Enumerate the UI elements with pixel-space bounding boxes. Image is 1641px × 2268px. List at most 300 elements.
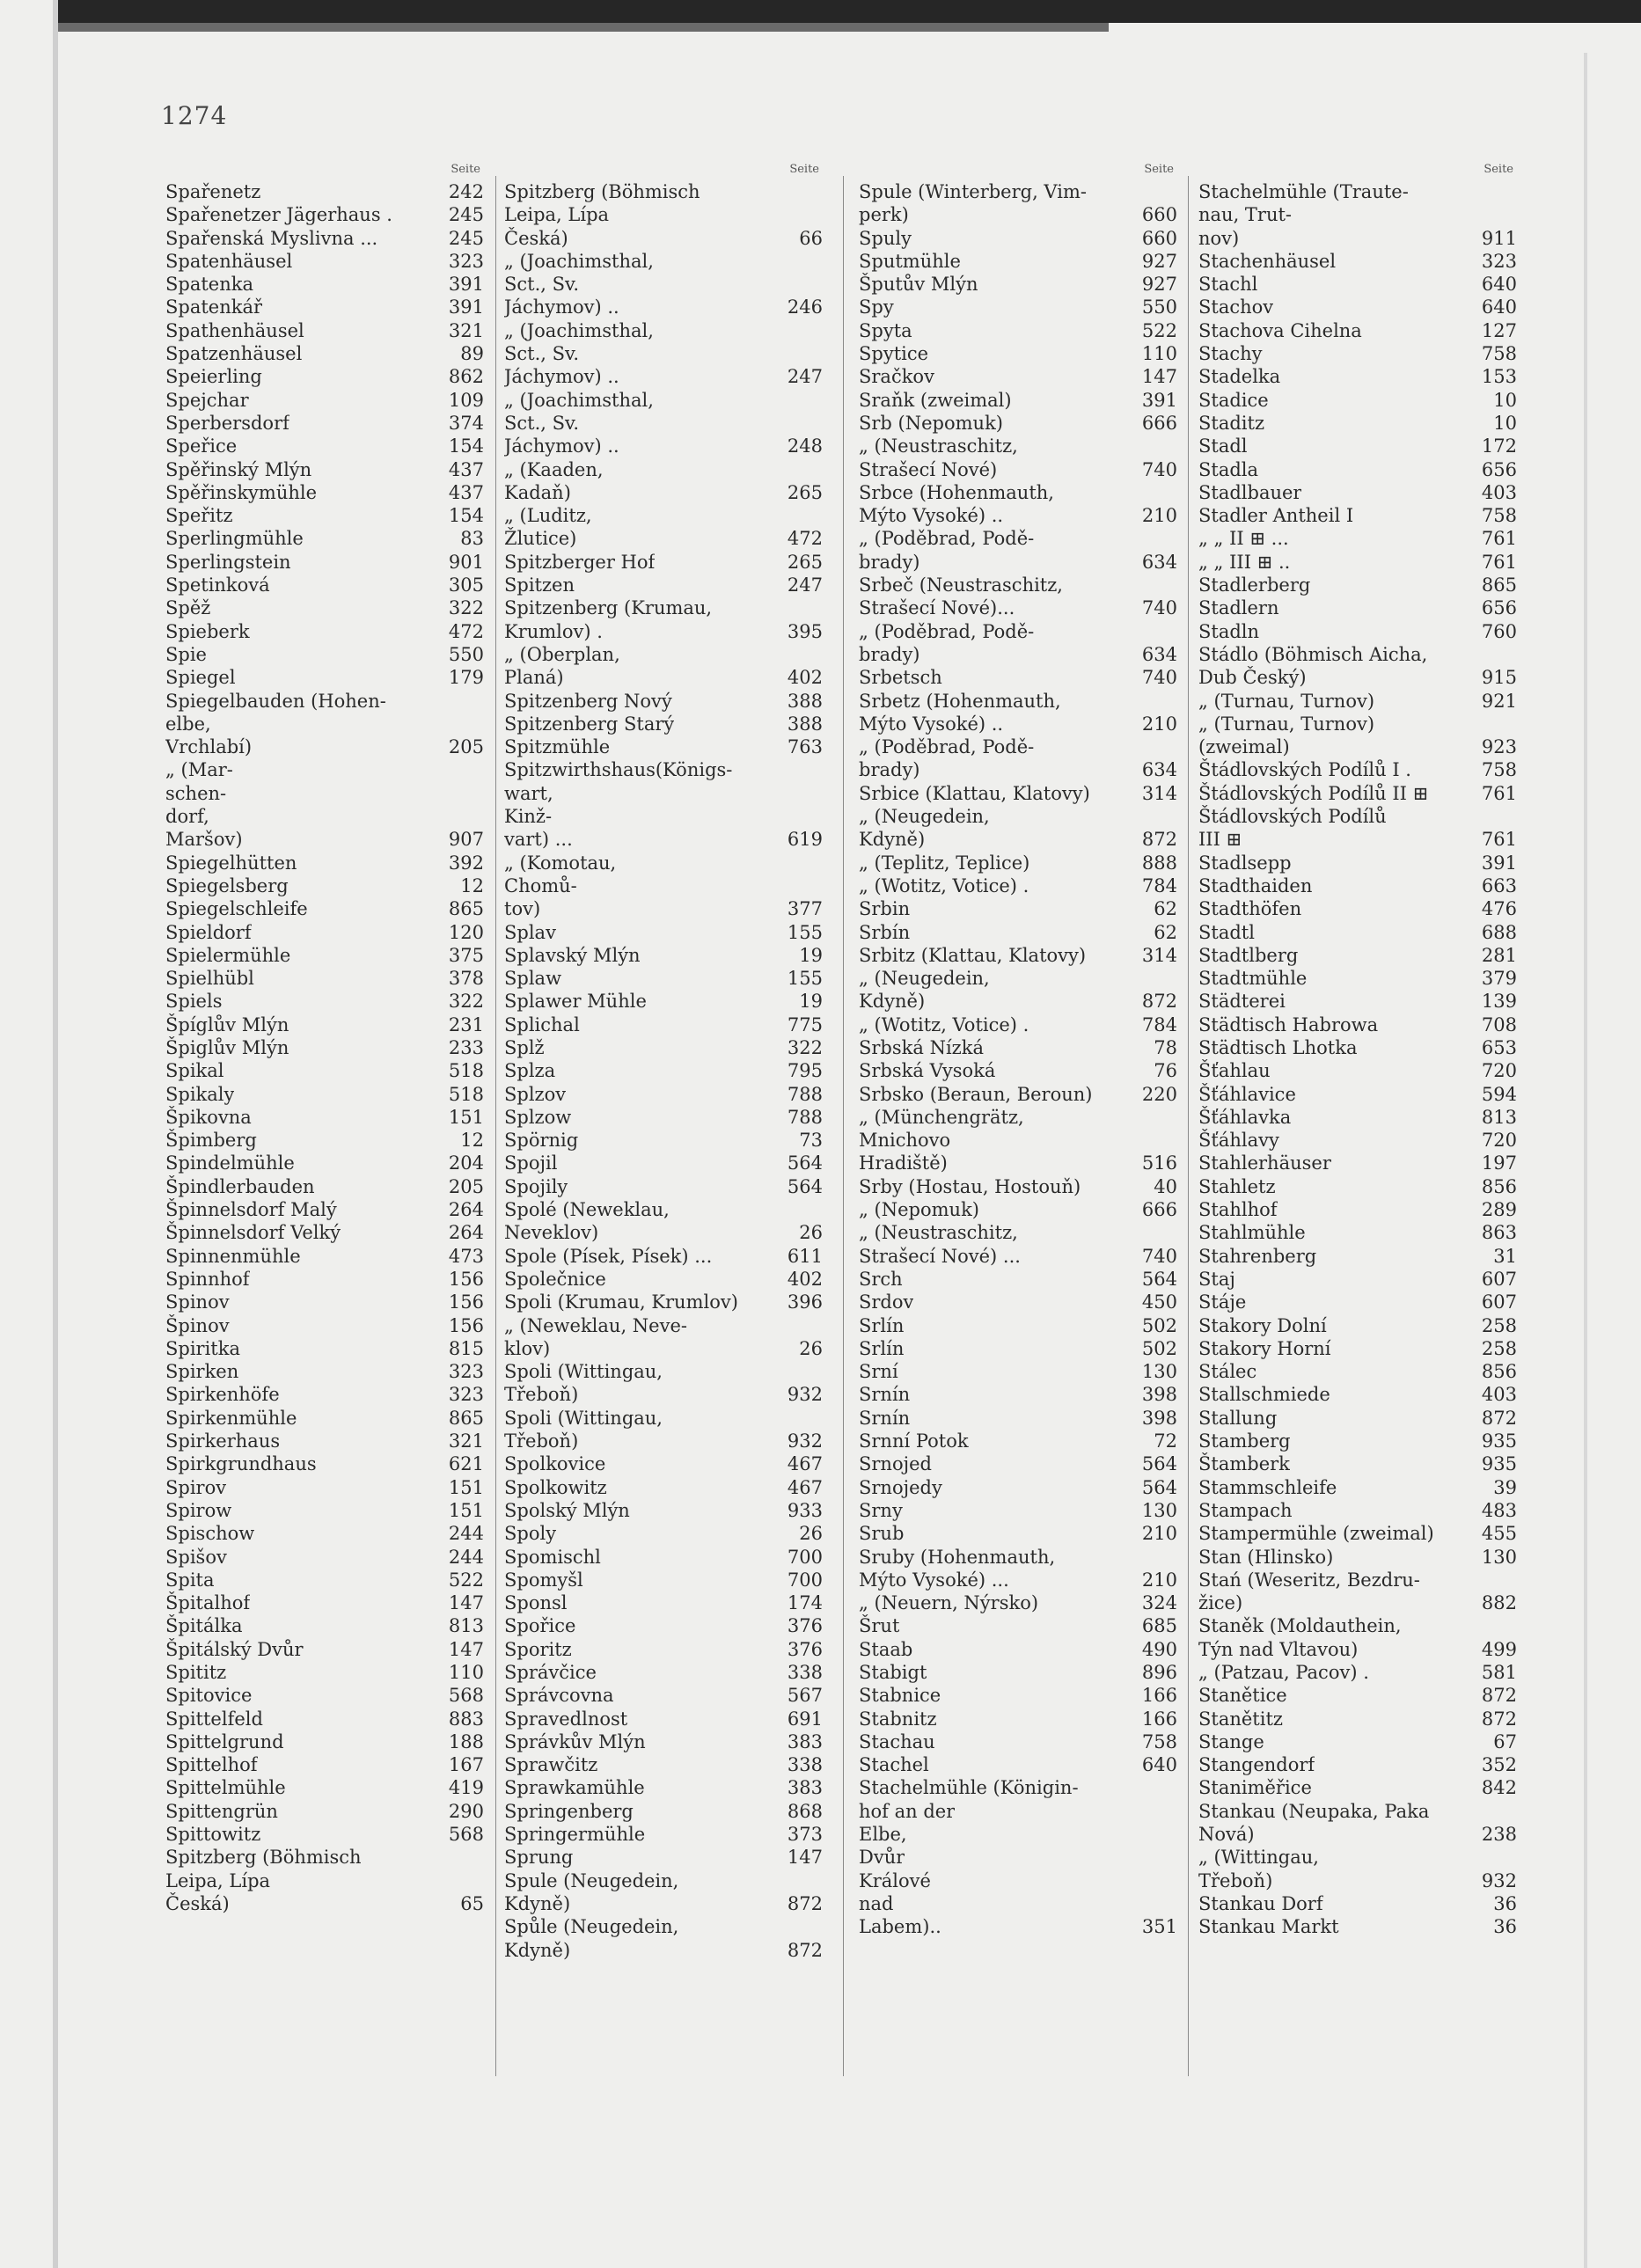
index-entry — [1198, 1452, 1517, 1475]
entry-name: Spirkerhaus — [165, 1430, 281, 1452]
entry-name: Štádlovských Podílů I . — [1198, 759, 1411, 781]
index-column-2 — [504, 163, 823, 1962]
entry-page: 581 — [1481, 1662, 1517, 1683]
entry-name: Spitzberger Hof — [504, 551, 656, 573]
index-entry — [1198, 1846, 1517, 1869]
entry-page: 472 — [787, 528, 823, 550]
index-entry — [504, 805, 823, 828]
entry-page: 568 — [448, 1824, 484, 1846]
entry-name: Stadlerberg — [1198, 574, 1311, 596]
index-entry — [504, 1730, 823, 1753]
entry-name: Spitzwirthshaus(Königs- — [504, 759, 733, 781]
entry-name: Spittelfeld — [165, 1708, 263, 1730]
index-entry — [1198, 412, 1517, 435]
index-entry — [504, 1360, 823, 1383]
entry-name: Srlín — [859, 1337, 905, 1359]
entry-name: Springermühle — [504, 1824, 646, 1846]
entry-page: 720 — [1481, 1060, 1517, 1082]
index-entry — [859, 1753, 1177, 1776]
entry-page: 281 — [1481, 944, 1517, 966]
entry-name: Speřitz — [165, 505, 233, 527]
entry-page: 611 — [787, 1245, 823, 1267]
entry-page: 402 — [787, 1268, 823, 1290]
entry-name: Srb (Nepomuk) — [859, 412, 1003, 434]
index-entry — [504, 1152, 823, 1174]
index-entry — [1198, 1730, 1517, 1753]
entry-name: Mýto Vysoké) .. — [859, 505, 1004, 527]
entry-page: 640 — [1481, 296, 1517, 318]
entry-name: Spatenkář — [165, 296, 263, 318]
entry-name: Srbin — [859, 898, 911, 920]
index-entry — [504, 342, 823, 365]
entry-page: 36 — [1493, 1892, 1517, 1914]
entry-name: Spiegel — [165, 667, 236, 689]
entry-name: Spyta — [859, 319, 912, 341]
index-entry — [1198, 1800, 1517, 1823]
entry-page: 242 — [448, 181, 484, 202]
index-entry — [165, 389, 484, 412]
entry-name: Špinnelsdorf Malý — [165, 1199, 337, 1221]
entry-name: „ (Neuern, Nýrsko) — [859, 1592, 1039, 1614]
entry-page: 607 — [1481, 1268, 1517, 1290]
entry-name: Spitzberg (Böhmisch — [504, 181, 700, 202]
entry-page: 564 — [787, 1175, 823, 1197]
index-entry — [504, 1846, 823, 1869]
entry-name: Stadln — [1198, 620, 1260, 642]
entry-name: Spěřinský Mlýn — [165, 458, 312, 480]
entry-page: 26 — [799, 1222, 823, 1244]
index-entry — [1198, 1291, 1517, 1313]
index-entry — [859, 1522, 1177, 1545]
entry-page: 621 — [448, 1453, 484, 1475]
entry-name: Spořice — [504, 1615, 576, 1637]
entry-page: 314 — [1141, 782, 1177, 804]
index-entry — [165, 1452, 484, 1475]
entry-name: Dvůr — [859, 1847, 905, 1869]
entry-page: 109 — [448, 389, 484, 411]
entry-page: 238 — [1481, 1824, 1517, 1846]
entry-name: Stadlern — [1198, 597, 1279, 619]
entry-name: Stankau (Neupaka, Paka — [1198, 1800, 1430, 1822]
entry-name: Srnín — [859, 1407, 911, 1429]
entry-name: Srbice (Klattau, Klatovy) — [859, 782, 1090, 804]
index-entry — [859, 1476, 1177, 1499]
entry-page: 120 — [448, 921, 484, 943]
entry-page: 147 — [448, 1638, 484, 1660]
index-entry — [1198, 458, 1517, 481]
entry-name: Stań (Weseritz, Bezdru- — [1198, 1569, 1420, 1591]
index-entry — [859, 296, 1177, 318]
index-entry — [859, 1407, 1177, 1430]
index-entry — [165, 944, 484, 967]
index-entry — [1198, 1083, 1517, 1106]
entry-name: Spoli (Wittingau, — [504, 1407, 663, 1429]
index-entry — [165, 1614, 484, 1637]
entry-page: 19 — [799, 991, 823, 1013]
index-entry — [165, 1291, 484, 1313]
index-entry — [859, 713, 1177, 735]
entry-name: Špiglův Mlýn — [165, 1036, 289, 1058]
entry-name: Stachelmühle (Königin- — [859, 1777, 1079, 1799]
entry-page: 155 — [787, 921, 823, 943]
index-entry — [859, 365, 1177, 388]
entry-name: Správčice — [504, 1662, 597, 1683]
entry-page: 784 — [1141, 874, 1177, 896]
entry-name: Stahlhof — [1198, 1199, 1278, 1221]
index-entry — [504, 1268, 823, 1291]
entry-page: 935 — [1481, 1430, 1517, 1452]
entry-name: Leipa, Lípa — [165, 1869, 271, 1891]
entry-name: Stadice — [1198, 389, 1269, 411]
entry-page: 76 — [1154, 1060, 1177, 1082]
entry-name: „ (Wittingau, — [1198, 1847, 1319, 1869]
entry-name: Stallung — [1198, 1407, 1278, 1429]
entry-page: 26 — [799, 1523, 823, 1545]
index-entry — [504, 713, 823, 735]
index-entry — [504, 1013, 823, 1036]
index-entry — [165, 319, 484, 342]
entry-page: 322 — [787, 1036, 823, 1058]
index-entry — [504, 1291, 823, 1313]
index-entry — [859, 1221, 1177, 1244]
entry-name: Srnín — [859, 1384, 911, 1406]
index-entry — [504, 735, 823, 758]
index-entry — [165, 666, 484, 689]
entry-page: 865 — [1481, 574, 1517, 596]
entry-page: 31 — [1493, 1245, 1517, 1267]
index-entry — [1198, 1106, 1517, 1129]
entry-page: 373 — [787, 1824, 823, 1846]
entry-name: Stachy — [1198, 343, 1263, 365]
index-entry — [1198, 643, 1517, 666]
entry-name: Sct., Sv. — [504, 412, 580, 434]
entry-name: Splž — [504, 1036, 545, 1058]
index-entry — [165, 527, 484, 550]
entry-page: 927 — [1141, 250, 1177, 272]
entry-name: Labem).. — [859, 1916, 941, 1938]
index-entry — [504, 967, 823, 990]
entry-page: 72 — [1154, 1430, 1177, 1452]
index-entry — [1198, 1476, 1517, 1499]
entry-page: 156 — [448, 1291, 484, 1313]
index-entry — [1198, 758, 1517, 781]
entry-page: 220 — [1141, 1083, 1177, 1105]
index-entry — [859, 481, 1177, 504]
entry-page: 156 — [448, 1314, 484, 1336]
entry-page: 375 — [448, 944, 484, 966]
entry-page: 518 — [448, 1083, 484, 1105]
entry-page: 321 — [448, 1430, 484, 1452]
index-entry — [504, 365, 823, 388]
entry-name: „ (Neugedein, — [859, 968, 990, 990]
index-entry — [504, 1522, 823, 1545]
entry-name: Spojily — [504, 1175, 568, 1197]
index-entry — [1198, 1661, 1517, 1684]
entry-page: 151 — [448, 1499, 484, 1521]
scan-top-shadow — [53, 23, 1109, 32]
index-entry — [504, 527, 823, 550]
entry-page: 888 — [1141, 852, 1177, 874]
entry-name: Vrchlabí) — [165, 736, 253, 758]
entry-name: Spinnenmühle — [165, 1245, 301, 1267]
index-entry — [1198, 1753, 1517, 1776]
index-entry — [165, 1245, 484, 1268]
entry-page: 290 — [448, 1800, 484, 1822]
entry-name: Spikaly — [165, 1083, 235, 1105]
entry-name: Srbín — [859, 921, 911, 943]
entry-name: Špimberg — [165, 1130, 257, 1152]
index-entry — [859, 1638, 1177, 1661]
entry-name: Sperbersdorf — [165, 412, 289, 434]
index-entry — [859, 273, 1177, 296]
index-entry — [1198, 250, 1517, 273]
entry-name: Kdyně) — [504, 1892, 571, 1914]
entry-page: 476 — [1481, 898, 1517, 920]
index-column-1 — [165, 163, 484, 1915]
index-entry — [504, 897, 823, 920]
entry-page: 932 — [787, 1430, 823, 1452]
entry-name: Spařenetzer Jägerhaus . — [165, 204, 392, 226]
index-entry — [504, 1175, 823, 1198]
index-entry — [859, 1915, 1177, 1938]
entry-page: 932 — [1481, 1869, 1517, 1891]
entry-name: Spolé (Neweklau, — [504, 1199, 670, 1221]
index-entry — [165, 1892, 484, 1915]
entry-page: 10 — [1493, 389, 1517, 411]
entry-page: 154 — [448, 505, 484, 527]
entry-name: Stakory Horní — [1198, 1337, 1331, 1359]
index-entry — [859, 1175, 1177, 1198]
entry-name: Šťáhlavy — [1198, 1130, 1279, 1152]
entry-page: 502 — [1141, 1314, 1177, 1336]
entry-page: 40 — [1154, 1175, 1177, 1197]
index-entry — [859, 1383, 1177, 1406]
entry-name: Spiegelschleife — [165, 898, 308, 920]
index-entry — [165, 852, 484, 874]
entry-page: 139 — [1481, 991, 1517, 1013]
entry-page: 763 — [787, 736, 823, 758]
index-entry — [504, 1569, 823, 1591]
index-entry — [165, 1221, 484, 1244]
entry-name: „ (Luditz, — [504, 505, 592, 527]
index-entry — [1198, 180, 1517, 203]
entry-name: brady) — [859, 759, 920, 781]
entry-name: Spirkenhöfe — [165, 1384, 280, 1406]
entry-page: 740 — [1141, 1245, 1177, 1267]
entry-page: 378 — [448, 968, 484, 990]
entry-name: klov) — [504, 1337, 551, 1359]
index-entry — [1198, 1546, 1517, 1569]
index-entry — [504, 250, 823, 273]
index-entry — [165, 1268, 484, 1291]
entry-page: 758 — [1141, 1730, 1177, 1752]
index-entry — [859, 1452, 1177, 1475]
entry-page: 166 — [1141, 1685, 1177, 1707]
index-entry — [165, 1059, 484, 1082]
entry-name: Kdyně) — [859, 829, 926, 851]
entry-name: Spirken — [165, 1361, 239, 1383]
entry-page: 761 — [1481, 551, 1517, 573]
entry-name: Spatenka — [165, 274, 253, 296]
index-entry — [1198, 1522, 1517, 1545]
entry-name: Stan (Hlinsko) — [1198, 1546, 1334, 1568]
index-entry — [859, 1337, 1177, 1360]
index-entry — [504, 435, 823, 457]
entry-page: 758 — [1481, 343, 1517, 365]
entry-page: 151 — [448, 1476, 484, 1498]
entry-name: Spittelgrund — [165, 1730, 284, 1752]
column-divider — [1188, 176, 1189, 2076]
entry-page: 248 — [787, 435, 823, 457]
entry-page: 473 — [448, 1245, 484, 1267]
entry-page: 289 — [1481, 1199, 1517, 1221]
index-entry — [165, 296, 484, 318]
entry-name: „ (Turnau, Turnov) — [1198, 713, 1375, 735]
index-entry — [859, 1661, 1177, 1684]
entry-page: 450 — [1141, 1291, 1177, 1313]
index-entry — [504, 1314, 823, 1337]
index-entry — [165, 1776, 484, 1799]
index-entry — [504, 921, 823, 944]
entry-page: 155 — [787, 968, 823, 990]
entry-name: Stampach — [1198, 1499, 1293, 1521]
index-entry — [165, 874, 484, 897]
entry-name: Stahletz — [1198, 1175, 1276, 1197]
entry-name: Špíglův Mlýn — [165, 1013, 289, 1035]
entry-page: 882 — [1481, 1592, 1517, 1614]
index-entry — [859, 227, 1177, 250]
entry-name: nau, Trut- — [1198, 204, 1293, 226]
entry-name: Šťáhlavka — [1198, 1106, 1292, 1128]
index-entry — [1198, 481, 1517, 504]
index-entry — [165, 1013, 484, 1036]
index-entry — [859, 1614, 1177, 1637]
entry-name: „ (Kaaden, — [504, 458, 604, 480]
entry-page: 179 — [448, 667, 484, 689]
entry-name: Leipa, Lípa — [504, 204, 610, 226]
index-entry — [859, 412, 1177, 435]
entry-name: Špindlerbauden — [165, 1175, 315, 1197]
entry-name: Spörnig — [504, 1130, 579, 1152]
index-entry — [504, 458, 823, 481]
index-entry — [1198, 1823, 1517, 1846]
index-entry — [165, 365, 484, 388]
entry-page: 666 — [1141, 412, 1177, 434]
index-entry — [859, 1499, 1177, 1522]
entry-page: 933 — [787, 1499, 823, 1521]
entry-name: Stabnice — [859, 1685, 941, 1707]
entry-name: Splaw — [504, 968, 562, 990]
entry-name: Srní — [859, 1361, 898, 1383]
index-entry — [504, 1059, 823, 1082]
entry-page: 244 — [448, 1546, 484, 1568]
index-entry — [165, 643, 484, 666]
entry-page: 391 — [1141, 389, 1177, 411]
index-entry — [859, 1245, 1177, 1268]
entry-name: Spolský Mlýn — [504, 1499, 630, 1521]
index-entry — [165, 805, 484, 828]
entry-page: 323 — [448, 1384, 484, 1406]
entry-name: Stadelka — [1198, 366, 1281, 388]
entry-page: 915 — [1481, 667, 1517, 689]
index-entry — [504, 1499, 823, 1522]
index-entry — [504, 1708, 823, 1730]
entry-name: Štádlovských Podílů II ⊞ — [1198, 782, 1429, 804]
entry-page: 12 — [460, 874, 484, 896]
entry-page: 130 — [1141, 1361, 1177, 1383]
index-entry — [165, 481, 484, 504]
entry-name: Jáchymov) .. — [504, 435, 619, 457]
index-entry — [1198, 805, 1517, 828]
entry-name: Spoli (Krumau, Krumlov) — [504, 1291, 738, 1313]
entry-page: 761 — [1481, 528, 1517, 550]
index-entry — [1198, 690, 1517, 713]
entry-page: 607 — [1481, 1291, 1517, 1313]
index-entry — [1198, 1337, 1517, 1360]
entry-name: Spůle (Neugedein, — [504, 1916, 679, 1938]
entry-name: Špinnelsdorf Velký — [165, 1222, 341, 1244]
entry-name: Spitzmühle — [504, 736, 611, 758]
entry-page: 700 — [787, 1546, 823, 1568]
entry-name: Splza — [504, 1060, 556, 1082]
entry-page: 568 — [448, 1685, 484, 1707]
entry-name: Spejchar — [165, 389, 249, 411]
entry-name: Speřice — [165, 435, 238, 457]
entry-name: Sprawčitz — [504, 1754, 598, 1776]
index-entry — [165, 1800, 484, 1823]
entry-page: 691 — [787, 1708, 823, 1730]
entry-name: Spathenhäusel — [165, 319, 304, 341]
entry-page: 231 — [448, 1013, 484, 1035]
entry-page: 377 — [787, 898, 823, 920]
index-column-3 — [859, 163, 1177, 1939]
index-entry — [1198, 666, 1517, 689]
index-entry — [859, 828, 1177, 851]
index-column-4 — [1198, 163, 1517, 1939]
index-entry — [165, 1430, 484, 1452]
entry-page: 210 — [1141, 713, 1177, 735]
entry-name: Spojil — [504, 1152, 558, 1174]
index-entry — [1198, 1591, 1517, 1614]
entry-page: 36 — [1493, 1916, 1517, 1938]
index-entry — [1198, 1175, 1517, 1198]
entry-name: „ (Neustraschitz, — [859, 435, 1018, 457]
entry-page: 258 — [1481, 1337, 1517, 1359]
index-entry — [1198, 1036, 1517, 1059]
entry-name: Maršov) — [165, 829, 243, 851]
index-entry — [1198, 1776, 1517, 1799]
index-entry — [1198, 1129, 1517, 1152]
index-entry — [504, 643, 823, 666]
index-entry — [859, 180, 1177, 203]
entry-name: Spinov — [165, 1291, 230, 1313]
entry-name: Spy — [859, 296, 894, 318]
entry-page: 246 — [787, 296, 823, 318]
index-entry — [859, 690, 1177, 713]
index-entry — [504, 1036, 823, 1059]
index-entry — [1198, 828, 1517, 851]
entry-page: 352 — [1481, 1754, 1517, 1776]
entry-page: 788 — [787, 1106, 823, 1128]
index-entry — [165, 1407, 484, 1430]
entry-name: Stadthaiden — [1198, 874, 1313, 896]
index-entry — [859, 458, 1177, 481]
index-entry — [165, 1569, 484, 1591]
entry-name: „ (Joachimsthal, — [504, 389, 654, 411]
index-entry — [1198, 527, 1517, 550]
entry-name: Spatenhäusel — [165, 250, 293, 272]
entry-name: (zweimal) — [1198, 736, 1290, 758]
